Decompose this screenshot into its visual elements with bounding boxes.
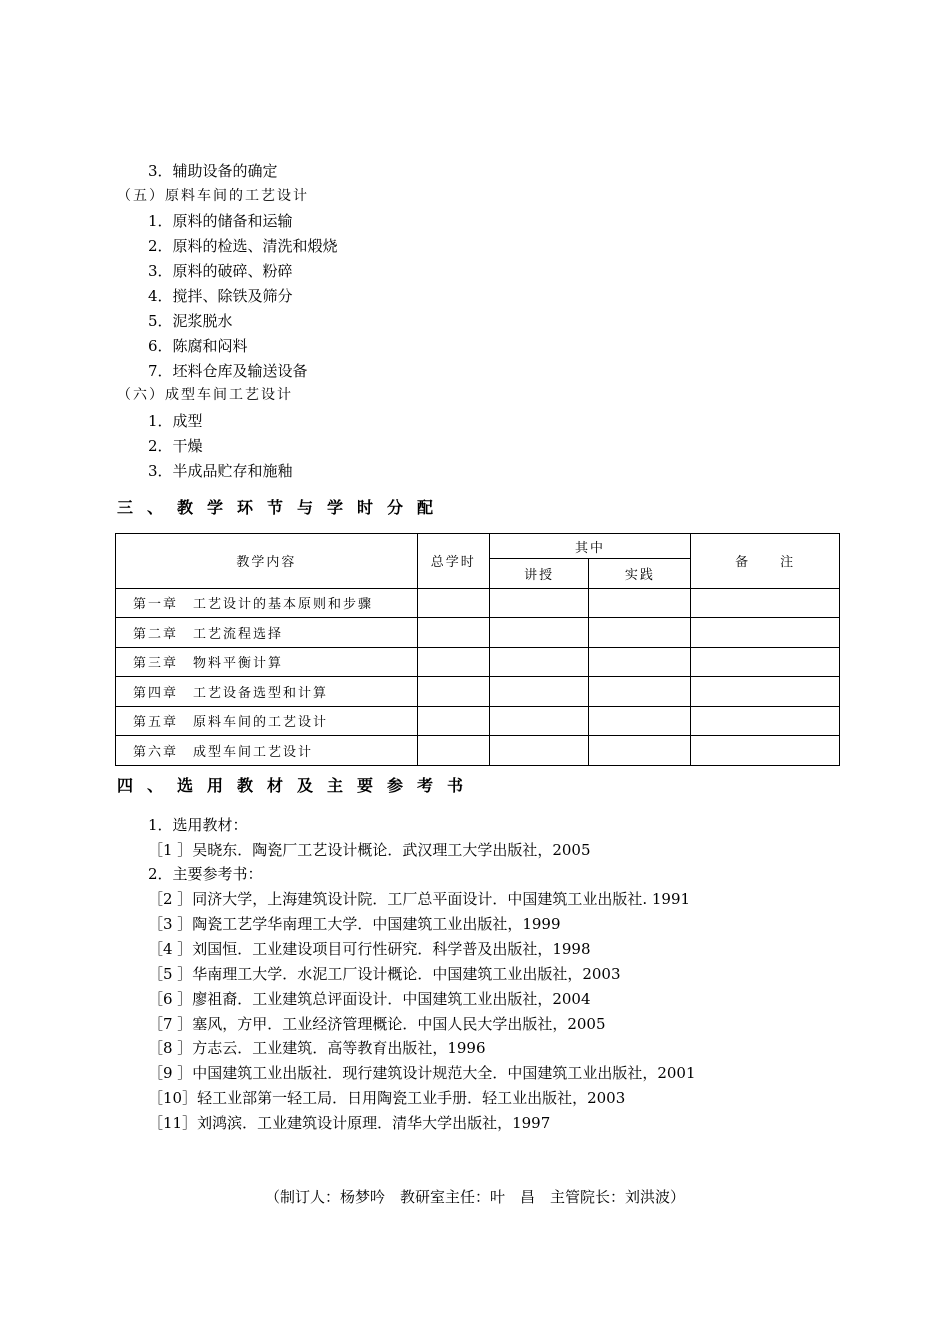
table-row: [116, 736, 840, 766]
total-hours-cell: [417, 647, 489, 677]
table-header-row: [116, 534, 840, 559]
chapter-cell: 第六章 成型车间工艺设计: [116, 736, 418, 766]
outline-subsection: （六）成型车间工艺设计: [117, 387, 293, 403]
reference-item: ［4 ］刘国恒．工业建设项目可行性研究．科学普及出版社，1998: [148, 940, 591, 958]
header-lecture: 讲授: [489, 559, 589, 589]
header-practice: 实践: [589, 559, 691, 589]
remarks-cell: [691, 736, 840, 766]
outline-item: 3．辅助设备的确定: [148, 162, 278, 180]
reference-item: ［8 ］方志云．工业建筑．高等教育出版社，1996: [148, 1039, 486, 1057]
signature-footer: （制订人：杨梦吟 教研室主任：叶 昌 主管院长：刘洪波）: [264, 1188, 685, 1206]
lecture-cell: [489, 618, 589, 648]
table-row: [116, 677, 840, 707]
outline-item: 2．原料的检选、清洗和煅烧: [148, 237, 338, 255]
reference-item: ［6 ］廖祖裔．工业建筑总评面设计．中国建筑工业出版社，2004: [148, 990, 591, 1008]
lecture-cell: [489, 736, 589, 766]
remarks-cell: [691, 588, 840, 618]
section-4-heading: 四、选用教材及主要参考书: [117, 776, 478, 795]
total-hours-cell: [417, 677, 489, 707]
references-label: 2．主要参考书：: [148, 865, 263, 883]
remarks-cell: [691, 706, 840, 736]
reference-item: ［5 ］华南理工大学．水泥工厂设计概论．中国建筑工业出版社，2003: [148, 965, 621, 983]
total-hours-cell: [417, 618, 489, 648]
reference-item: ［2 ］同济大学，上海建筑设计院．工厂总平面设计．中国建筑工业出版社. 1991: [148, 890, 691, 908]
header-total-hours: 总学时: [417, 534, 489, 589]
chapter-cell: 第一章 工艺设计的基本原则和步骤: [116, 588, 418, 618]
reference-item: ［3 ］陶瓷工艺学华南理工大学．中国建筑工业出版社，1999: [148, 915, 561, 933]
outline-item: 1．原料的储备和运输: [148, 212, 293, 230]
remarks-cell: [691, 647, 840, 677]
outline-item: 4．搅拌、除铁及筛分: [148, 287, 293, 305]
textbook-label: 1．选用教材：: [148, 816, 248, 834]
table-row: [116, 647, 840, 677]
lecture-cell: [489, 588, 589, 618]
practice-cell: [589, 588, 691, 618]
practice-cell: [589, 736, 691, 766]
header-remarks: 备 注: [691, 534, 840, 589]
remarks-cell: [691, 618, 840, 648]
practice-cell: [589, 647, 691, 677]
reference-item: ［10］轻工业部第一轻工局．日用陶瓷工业手册．轻工业出版社，2003: [148, 1089, 626, 1107]
header-content: 教学内容: [116, 534, 418, 589]
remarks-cell: [691, 677, 840, 707]
outline-item: 3．半成品贮存和施釉: [148, 462, 293, 480]
reference-item: ［1 ］吴晓东．陶瓷厂工艺设计概论．武汉理工大学出版社，2005: [148, 841, 591, 859]
total-hours-cell: [417, 588, 489, 618]
chapter-cell: 第三章 物料平衡计算: [116, 647, 418, 677]
reference-item: ［7 ］塞风，方甲．工业经济管理概论．中国人民大学出版社，2005: [148, 1015, 606, 1033]
chapter-cell: 第四章 工艺设备选型和计算: [116, 677, 418, 707]
lecture-cell: [489, 647, 589, 677]
table-row: [116, 706, 840, 736]
outline-item: 5．泥浆脱水: [148, 312, 233, 330]
table-row: [116, 618, 840, 648]
practice-cell: [589, 677, 691, 707]
chapter-cell: 第二章 工艺流程选择: [116, 618, 418, 648]
reference-item: ［9 ］中国建筑工业出版社．现行建筑设计规范大全．中国建筑工业出版社，2001: [148, 1064, 696, 1082]
table-row: [116, 588, 840, 618]
lecture-cell: [489, 706, 589, 736]
total-hours-cell: [417, 736, 489, 766]
outline-item: 3．原料的破碎、粉碎: [148, 262, 293, 280]
practice-cell: [589, 706, 691, 736]
lecture-cell: [489, 677, 589, 707]
section-3-heading: 三、教学环节与学时分配: [117, 498, 448, 517]
total-hours-cell: [417, 706, 489, 736]
outline-item: 6．陈腐和闷料: [148, 337, 248, 355]
chapter-cell: 第五章 原料车间的工艺设计: [116, 706, 418, 736]
hours-table: [115, 533, 840, 766]
outline-item: 1．成型: [148, 412, 203, 430]
practice-cell: [589, 618, 691, 648]
outline-item: 7．坯料仓库及输送设备: [148, 362, 308, 380]
outline-subsection: （五）原料车间的工艺设计: [117, 188, 309, 204]
header-of-which: 其中: [489, 534, 691, 559]
reference-item: ［11］刘鸿滨．工业建筑设计原理．清华大学出版社，1997: [148, 1114, 551, 1132]
outline-item: 2．干燥: [148, 437, 203, 455]
